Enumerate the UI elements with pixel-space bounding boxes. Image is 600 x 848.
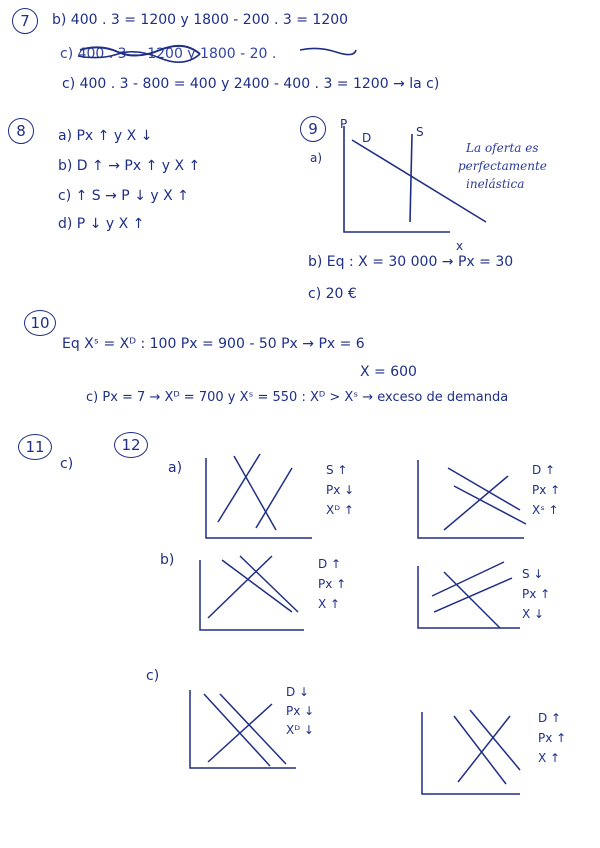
q12-c1-note-3: Xᴰ ↓ xyxy=(286,723,314,737)
q12-a1-note-3: Xᴰ ↑ xyxy=(326,503,354,517)
q12-graph-b2 xyxy=(418,562,520,628)
q12-b2-note-1: S ↓ xyxy=(522,567,544,581)
q12-c2-note-1: D ↑ xyxy=(538,711,562,725)
q12-c1-notes xyxy=(286,684,314,738)
q9-note-3: inelástica xyxy=(466,177,525,191)
q7-number: 7 xyxy=(20,12,30,30)
q8-number: 8 xyxy=(16,122,26,140)
q12-graph-b1 xyxy=(200,556,304,630)
q12-a2-note-2: Px ↑ xyxy=(532,483,561,497)
q12-a1-note-2: Px ↓ xyxy=(326,483,355,497)
q11-c: c) xyxy=(60,456,74,472)
q11-number: 11 xyxy=(25,438,45,456)
q10-number: 10 xyxy=(30,314,50,332)
q9-s-label: S xyxy=(416,125,424,139)
q7-b-line: b) 400 . 3 = 1200 y 1800 - 200 . 3 = 1200 xyxy=(52,12,349,28)
q12-c1-note-2: Px ↓ xyxy=(286,704,315,718)
q12-b1-notes xyxy=(318,556,346,612)
q12-a2-notes xyxy=(532,462,560,518)
q9-note-1: La oferta es xyxy=(466,141,539,155)
q9-note-2: perfectamente xyxy=(458,159,547,173)
q10-c: c) Px = 7 → Xᴰ = 700 y Xˢ = 550 : Xᴰ > Xˢ → exceso de demanda xyxy=(86,390,509,405)
q12-graph-a1 xyxy=(206,454,312,538)
q9-p-label: P xyxy=(340,117,348,131)
q12-b1-note-3: X ↑ xyxy=(318,597,341,611)
q12-a: a) xyxy=(168,460,183,476)
q12-graph-a2 xyxy=(418,460,526,538)
q12-b2-notes xyxy=(522,566,550,622)
q12-c: c) xyxy=(146,668,160,684)
q12-c2-note-3: X ↑ xyxy=(538,751,561,765)
q12-a1-notes xyxy=(326,462,354,518)
q12-graph-c1 xyxy=(190,690,296,768)
q9-d-label: D xyxy=(362,131,372,145)
q12-a2-note-1: D ↑ xyxy=(532,463,556,477)
q12-b1-note-2: Px ↑ xyxy=(318,577,347,591)
q12-a2-note-3: Xˢ ↑ xyxy=(532,503,559,517)
q12-b2-note-3: X ↓ xyxy=(522,607,545,621)
q12-b2-note-2: Px ↑ xyxy=(522,587,551,601)
q10-x: X = 600 xyxy=(360,364,417,380)
q12-c2-note-2: Px ↑ xyxy=(538,731,567,745)
q12-b1-note-1: D ↑ xyxy=(318,557,342,571)
q9-x-label: x xyxy=(456,239,464,253)
q8-c: c) ↑ S → P ↓ y X ↑ xyxy=(58,188,189,204)
q8-b: b) D ↑ → Px ↑ y X ↑ xyxy=(58,158,201,174)
q12-b: b) xyxy=(160,552,175,568)
q9-number: 9 xyxy=(308,120,318,138)
q8-d: d) P ↓ y X ↑ xyxy=(58,216,145,232)
q10-eq: Eq Xˢ = Xᴰ : 100 Px = 900 - 50 Px → Px = 6 xyxy=(62,336,365,352)
q9-c: c) 20 € xyxy=(308,286,357,302)
q9-a: a) xyxy=(310,151,323,165)
q8-a: a) Px ↑ y X ↓ xyxy=(58,128,153,144)
q7-c-line: c) 400 . 3 - 800 = 400 y 2400 - 400 . 3 = 1200 → la c) xyxy=(62,76,440,92)
q12-c1-note-1: D ↓ xyxy=(286,685,310,699)
q12-c2-notes xyxy=(538,710,566,766)
q12-number: 12 xyxy=(121,436,141,454)
q7-c-struck-line: c) 400 . 3 = 1200 y 1800 - 20 . xyxy=(60,46,277,62)
q12-a1-note-1: S ↑ xyxy=(326,463,348,477)
q12-graph-c2 xyxy=(422,710,520,794)
q9-b: b) Eq : X = 30 000 → Px = 30 xyxy=(308,254,514,270)
